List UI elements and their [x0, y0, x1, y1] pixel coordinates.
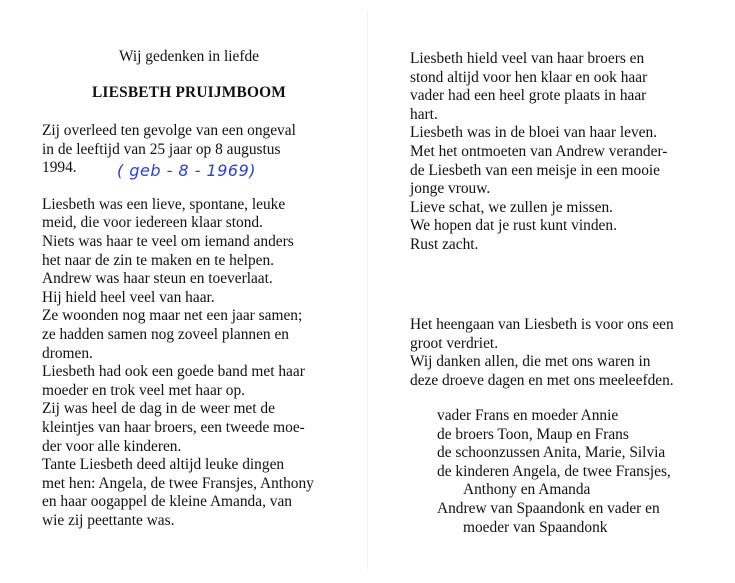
body-line: kleintjes van haar broers, een tweede moe-	[42, 418, 305, 436]
signatory-line: moeder van Spaandonk	[463, 518, 608, 536]
right-page-text	[410, 50, 702, 255]
body-line: stond altijd voor hen klaar en ook haar	[410, 68, 648, 86]
thanks-line: deze droeve dagen en met ons meeleefden.	[410, 371, 674, 389]
body-line: Tante Liesbeth deed altijd leuke dingen	[42, 456, 285, 474]
body-line: met hen: Angela, de twee Fransjes, Anthony	[42, 474, 314, 492]
body-line: Zij was heel de dag in de weer met de	[42, 400, 275, 418]
body-line: wie zij peettante was.	[42, 511, 175, 529]
thanks-line: Wij danken allen, die met ons waren in	[410, 353, 651, 371]
deceased-name: LIESBETH PRUIJMBOOM	[91, 84, 287, 101]
thanks-text	[410, 316, 702, 390]
body-line: en haar oogappel de kleine Amanda, van	[42, 493, 292, 511]
signatory-line: Anthony en Amanda	[463, 481, 591, 499]
thanks-line: Het heengaan van Liesbeth is voor ons een	[410, 316, 674, 333]
signatory-line: de kinderen Angela, de twee Fransjes,	[437, 462, 671, 480]
body-line: dromen.	[42, 344, 93, 362]
body-line: Met het ontmoeten van Andrew verander-	[410, 142, 668, 160]
body-line: ze hadden samen nog zoveel plannen en	[42, 325, 290, 343]
body-line: Liesbeth hield veel van haar broers en	[410, 50, 645, 67]
signatories	[437, 407, 707, 537]
body-line: het naar de zin te maken en te helpen.	[42, 251, 275, 269]
death-notice-line: Zij overleed ten gevolge van een ongeval	[42, 122, 296, 139]
body-line: vader had een heel grote plaats in haar	[410, 87, 647, 105]
body-line: Lieve schat, we zullen je missen.	[410, 198, 614, 216]
body-line: meid, die voor iedereen klaar stond.	[42, 214, 263, 232]
body-line: Hij hield heel veel van haar.	[42, 288, 215, 306]
body-line: Rust zacht.	[410, 235, 479, 253]
body-line: der voor alle kinderen.	[42, 437, 182, 455]
intro-line: Wij gedenken in liefde	[119, 48, 259, 65]
death-notice-line: in de leeftijd van 25 jaar op 8 augustus	[42, 140, 281, 158]
body-line: jonge vrouw.	[410, 180, 491, 198]
signatory-line: de schoonzussen Anita, Marie, Silvia	[437, 444, 666, 462]
body-line: moeder en trok veel met haar op.	[42, 381, 245, 399]
body-line: Liesbeth was in de bloei van haar leven.	[410, 124, 658, 142]
signatory-line: de broers Toon, Maup en Frans	[437, 425, 629, 443]
body-line: hart.	[410, 105, 438, 123]
handwritten-birth-note: ( geb - 8 - 1969)	[117, 161, 257, 180]
body-line: Liesbeth was een lieve, spontane, leuke	[42, 195, 286, 213]
death-notice-line: 1994.	[42, 159, 77, 177]
body-line: Liesbeth had ook een goede band met haar	[42, 363, 305, 381]
body-line: Ze woonden nog maar net een jaar samen;	[42, 307, 303, 325]
body-line: We hopen dat je rust kunt vinden.	[410, 217, 617, 235]
left-page-text	[42, 122, 336, 530]
body-line: de Liesbeth van een meisje in een mooie	[410, 161, 661, 179]
body-line: Andrew was haar steun en toeverlaat.	[42, 270, 273, 288]
signatory-line: vader Frans en moeder Annie	[437, 407, 619, 424]
page-fold-divider	[367, 10, 368, 570]
signatory-line: Andrew van Spaandonk en vader en	[437, 499, 660, 517]
body-line: Niets was haar te veel om iemand anders	[42, 232, 294, 250]
thanks-line: groot verdriet.	[410, 334, 499, 352]
card-header	[42, 48, 336, 102]
